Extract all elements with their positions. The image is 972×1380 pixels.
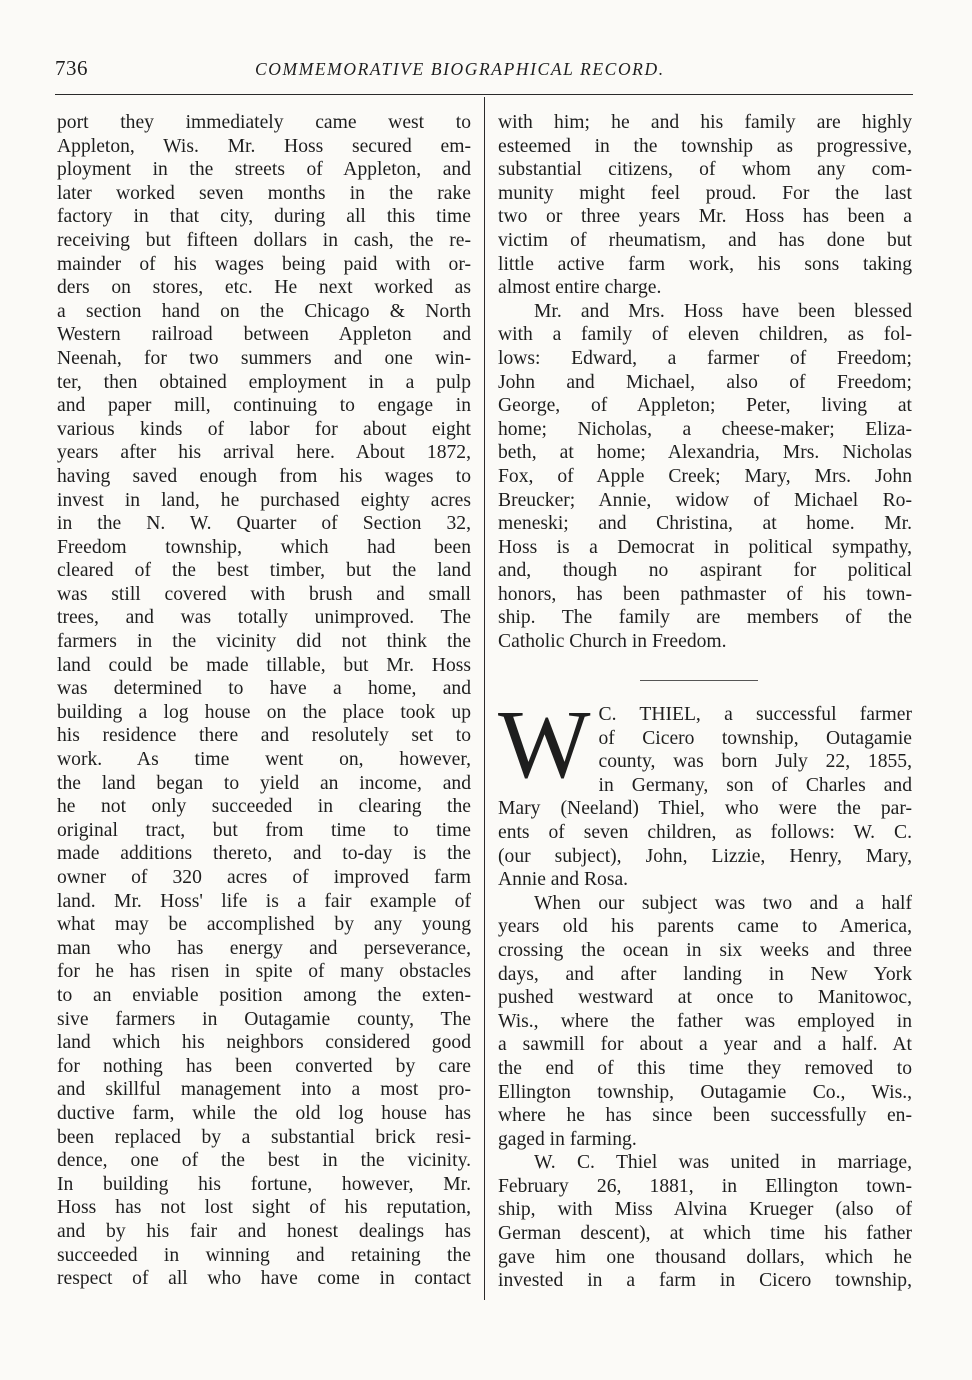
text-line: of Cicero township, Outagamie [598,727,912,749]
text-line: John and Michael, also of Freedom; [498,371,912,393]
text-line: ployment in the streets of Appleton, and [57,159,471,181]
text-line: land which his neighbors considered good [57,1032,471,1054]
text-line: Breucker; Annie, widow of Michael Ro- [498,489,912,511]
text-line: George, of Appleton; Peter, living at [498,395,912,417]
text-line: invested in a farm in Cicero township, [498,1270,912,1292]
text-line: beth, at home; Alexandria, Mrs. Nicholas [498,442,912,464]
text-line: two or three years Mr. Hoss has been a [498,206,912,228]
text-line: respect of all who have come in contact [57,1268,471,1290]
text-line: the end of this time they removed to [498,1057,912,1079]
text-line: ship. The family are members of the [498,607,912,629]
text-line: having saved enough from his wages to [57,465,471,487]
text-line: Annie and Rosa. [498,869,629,891]
text-line: for nothing has been converted by care [57,1055,471,1077]
text-line: original tract, but from time to time [57,819,471,841]
text-line: and skillful management into a most pro- [57,1079,471,1101]
text-line: little active farm work, his sons taking [498,253,912,275]
text-line: Western railroad between Appleton and [57,324,471,346]
text-line: In building his fortune, however, Mr. [57,1173,471,1195]
text-line: was determined to have a home, and [57,678,471,700]
text-line: trees, and was totally unimproved. The [57,607,471,629]
text-line: When our subject was two and a half [534,892,912,914]
text-line: home; Nicholas, a cheese-maker; Eliza- [498,418,912,440]
text-line: owner of 320 acres of improved farm [57,867,471,888]
text-line: and paper mill, continuing to engage in [57,395,471,417]
text-line: ter, then obtained employment in a pulp [57,371,471,393]
text-line: succeeded in winning and retaining the [57,1244,471,1266]
text-line: Fox, of Apple Creek; Mary, Mrs. John [498,465,912,487]
text-line: Catholic Church in Freedom. [498,631,727,653]
text-line: German descent), at which time his father [498,1223,912,1245]
right-column-hoss [498,111,912,654]
text-line: farmers in the vicinity did not think the [57,631,471,653]
text-line: lows: Edward, a farmer of Freedom; [498,347,912,369]
text-line: was still covered with brush and small [57,583,471,605]
text-line: with a family of eleven children, as fol- [498,324,912,346]
text-line: land. Mr. Hoss' life is a fair example of [57,890,471,912]
text-line: honors, has been pathmaster of his town- [498,583,912,605]
text-line: Hoss has not lost sight of his reputation, [57,1197,471,1219]
text-line: factory in that city, during all this time [57,206,471,228]
text-line: and by his fair and honest dealings has [57,1220,471,1242]
text-line: receiving but fifteen dollars in cash, the re- [57,229,471,251]
text-line: a section hand on the Chicago & North [57,300,471,322]
text-line: he not only succeeded in clearing the [57,796,471,818]
text-line: almost entire charge. [498,277,662,299]
text-line: Freedom township, which had been [57,536,471,558]
thiel-opening [498,691,912,799]
text-line: years old his parents came to America, [498,916,912,938]
page-header [55,56,915,86]
text-line: victim of rheumatism, and has done but [498,229,912,251]
text-line: county, was born July 22, 1855, [598,751,912,773]
running-title: COMMEMORATIVE BIOGRAPHICAL RECORD. [255,59,665,79]
text-line: ders on stores, etc. He next worked as [57,277,471,299]
text-line: and, though no aspirant for political [498,560,912,582]
text-line: what may be accomplished by any young [57,914,471,936]
text-line: pushed westward at once to Manitowoc, [498,987,912,1009]
text-line: later worked seven months in the rake [57,182,471,204]
text-line: his residence there and resolutely set to [57,725,471,747]
page-number: 736 [55,56,88,80]
text-line: years after his arrival here. About 1872, [57,442,471,464]
text-line: ship, with Miss Alvina Krueger (also of [498,1199,912,1221]
text-line: dence, one of the best in the vicinity. [57,1150,471,1172]
text-line: in the N. W. Quarter of Section 32, [57,513,471,535]
text-line: ents of seven children, as follows: W. C. [498,821,912,843]
text-line: cleared of the best timber, but the land [57,560,471,582]
text-line: February 26, 1881, in Ellington town- [498,1175,912,1197]
text-line: in Germany, son of Charles and [598,774,912,796]
text-line: with him; he and his family are highly [498,112,912,133]
text-line: Mr. and Mrs. Hoss have been blessed [534,300,912,322]
section-divider [640,680,758,681]
left-column [57,111,471,1291]
text-line: been replaced by a substantial brick resi- [57,1126,471,1148]
text-line: substantial citizens, of whom any com- [498,159,912,181]
text-line: building a log house on the place took up [57,701,471,723]
text-line: (our subject), John, Lizzie, Henry, Mary, [498,845,912,867]
text-line: where he has since been successfully en- [498,1105,912,1127]
text-line: made additions thereto, and to-day is the [57,843,471,865]
text-line: invest in land, he purchased eighty acres [57,489,471,511]
text-line: a sawmill for about a year and a half. At [498,1034,912,1056]
column-divider [484,97,485,1300]
text-line: various kinds of labor for about eight [57,418,471,440]
text-line: munity might feel proud. For the last [498,182,912,204]
text-line: crossing the ocean in six weeks and three [498,939,912,961]
text-line: W. C. Thiel was united in marriage, [534,1152,912,1174]
text-line: meneski; and Christina, at home. Mr. [498,513,912,535]
text-line: work. As time went on, however, [57,749,471,771]
text-line: land could be made tillable, but Mr. Hoss [57,654,471,676]
text-line: gaged in farming. [498,1128,637,1150]
text-line: Wis., where the father was employed in [498,1010,912,1032]
text-line: Mary (Neeland) Thiel, who were the par- [498,798,912,820]
text-line: Hoss is a Democrat in political sympathy, [498,536,912,558]
text-line: Ellington township, Outagamie Co., Wis., [498,1081,912,1103]
text-line: the land began to yield an income, and [57,772,471,794]
text-line: sive farmers in Outagamie county, The [57,1008,471,1030]
drop-cap: W [498,691,589,799]
header-rule [55,94,913,95]
text-line: esteemed in the township as progressive, [498,135,912,157]
text-line: man who has energy and perseverance, [57,937,471,959]
text-line: for he has risen in spite of many obstacles [57,961,471,983]
text-line: to an enviable position among the exten- [57,984,471,1006]
text-line: days, and after landing in New York [498,963,912,985]
text-line: ductive farm, while the old log house has [57,1102,471,1124]
text-line: mainder of his wages being paid with or- [57,253,471,275]
text-line: gave him one thousand dollars, which he [498,1246,912,1268]
text-line: Neenah, for two summers and one win- [57,347,471,369]
text-line: port they immediately came west to [57,112,471,133]
text-line: Appleton, Wis. Mr. Hoss secured em- [57,135,471,157]
right-column-thiel [498,691,912,1293]
text-line: C. THIEL, a successful farmer [598,704,912,725]
